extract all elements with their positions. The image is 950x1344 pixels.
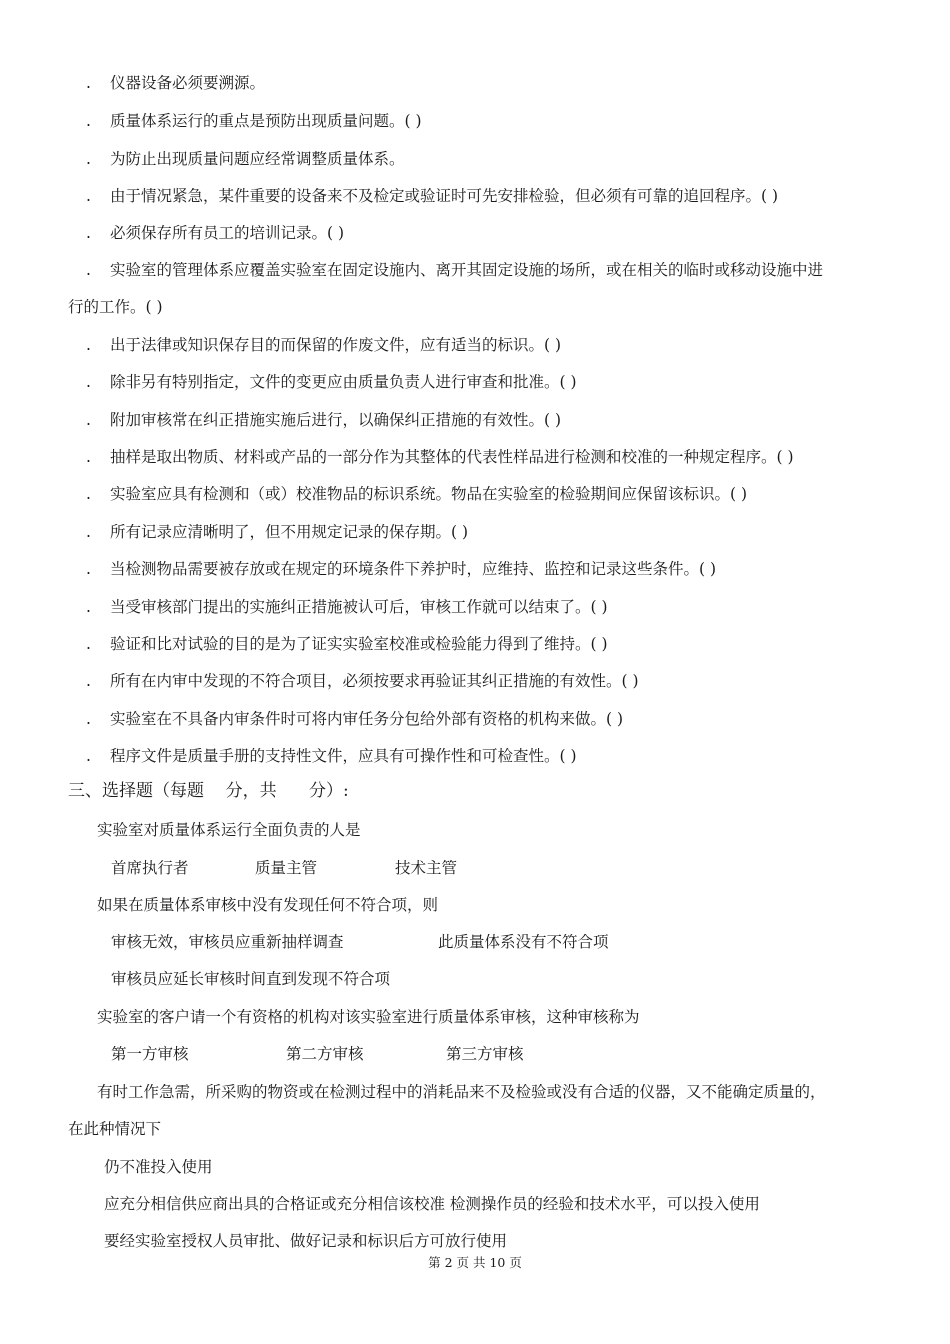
statement-text: 程序文件是质量手册的支持性文件，应具有可操作性和可检查性。( ) bbox=[110, 747, 577, 765]
item-marker: . bbox=[86, 448, 91, 466]
statement-item bbox=[86, 671, 896, 691]
statement-text: 抽样是取出物质、材料或产品的一部分作为其整体的代表性样品进行检测和校准的一种规定程序。( ) bbox=[110, 448, 794, 466]
statement-item bbox=[86, 484, 896, 504]
statement-text: 当检测物品需要被存放或在规定的环境条件下养护时，应维持、监控和记录这些条件。( ) bbox=[110, 560, 717, 578]
statement-item bbox=[86, 223, 896, 243]
question-option: 要经实验室授权人员审批、做好记录和标识后方可放行使用 bbox=[104, 1232, 508, 1250]
item-marker: . bbox=[86, 598, 91, 616]
item-marker: . bbox=[86, 224, 91, 242]
statement-item bbox=[86, 260, 896, 280]
item-marker: . bbox=[86, 261, 91, 279]
statement-item bbox=[86, 709, 896, 729]
statement-continuation: 行的工作。( ) bbox=[68, 298, 163, 316]
question-stem: 实验室的客户请一个有资格的机构对该实验室进行质量体系审核，这种审核称为 bbox=[97, 1008, 640, 1026]
item-marker: . bbox=[86, 112, 91, 130]
statement-text: 质量体系运行的重点是预防出现质量问题。( ) bbox=[110, 112, 422, 130]
statement-text: 当受审核部门提出的实施纠正措施被认可后，审核工作就可以结束了。( ) bbox=[110, 598, 608, 616]
item-marker: . bbox=[86, 187, 91, 205]
statement-text: 由于情况紧急，某件重要的设备来不及检定或验证时可先安排检验，但必须有可靠的追回程序。( ) bbox=[110, 187, 779, 205]
question-option: 应充分相信供应商出具的合格证或充分相信该校准 检测操作员的经验和技术水平，可以投入使用 bbox=[104, 1195, 760, 1213]
item-marker: . bbox=[86, 710, 91, 728]
item-marker: . bbox=[86, 635, 91, 653]
item-marker: . bbox=[86, 523, 91, 541]
section-heading: 三、选择题（每题 分，共 分）: bbox=[68, 781, 349, 801]
statement-item bbox=[86, 186, 896, 206]
statement-text: 实验室应具有检测和（或）校准物品的标识系统。物品在实验室的检验期间应保留该标识。( ) bbox=[110, 485, 748, 503]
question-option: 审核员应延长审核时间直到发现不符合项 bbox=[111, 970, 391, 988]
statement-text: 实验室的管理体系应覆盖实验室在固定设施内、离开其固定设施的场所，或在相关的临时或移动设施中进 bbox=[110, 261, 824, 279]
item-marker: . bbox=[86, 672, 91, 690]
item-marker: . bbox=[86, 150, 91, 168]
statement-text: 所有在内审中发现的不符合项目，必须按要求再验证其纠正措施的有效性。( ) bbox=[110, 672, 639, 690]
item-marker: . bbox=[86, 373, 91, 391]
item-marker: . bbox=[86, 485, 91, 503]
question-option: 首席执行者 bbox=[111, 859, 189, 877]
statement-text: 所有记录应清晰明了，但不用规定记录的保存期。( ) bbox=[110, 523, 469, 541]
question-option: 质量主管 bbox=[255, 859, 318, 877]
question-stem-continuation: 在此种情况下 bbox=[68, 1120, 162, 1138]
statement-text: 必须保存所有员工的培训记录。( ) bbox=[110, 224, 345, 242]
statement-item bbox=[86, 111, 896, 131]
question-stem: 实验室对质量体系运行全面负责的人是 bbox=[97, 821, 361, 839]
statement-item bbox=[86, 447, 896, 467]
item-marker: . bbox=[86, 336, 91, 354]
statement-item bbox=[86, 335, 896, 355]
question-option: 第三方审核 bbox=[446, 1045, 524, 1063]
statement-text: 除非另有特别指定，文件的变更应由质量负责人进行审查和批准。( ) bbox=[110, 373, 577, 391]
statement-text: 验证和比对试验的目的是为了证实实验室校准或检验能力得到了维持。( ) bbox=[110, 635, 608, 653]
statement-item bbox=[86, 73, 896, 93]
statement-item bbox=[86, 746, 896, 766]
statement-text: 为防止出现质量问题应经常调整质量体系。 bbox=[110, 150, 405, 168]
statement-text: 仪器设备必须要溯源。 bbox=[110, 74, 266, 92]
question-option: 审核无效，审核员应重新抽样调查 bbox=[111, 933, 344, 951]
statement-item bbox=[86, 559, 896, 579]
question-stem: 如果在质量体系审核中没有发现任何不符合项，则 bbox=[97, 896, 439, 914]
question-option: 第一方审核 bbox=[111, 1045, 189, 1063]
item-marker: . bbox=[86, 74, 91, 92]
item-marker: . bbox=[86, 560, 91, 578]
question-option: 此质量体系没有不符合项 bbox=[438, 933, 609, 951]
statement-item bbox=[86, 410, 896, 430]
statement-item bbox=[86, 372, 896, 392]
item-marker: . bbox=[86, 747, 91, 765]
question-stem: 有时工作急需，所采购的物资或在检测过程中的消耗品来不及检验或没有合适的仪器，又不能确定质量的， bbox=[97, 1083, 826, 1101]
statement-item bbox=[86, 597, 896, 617]
statement-item bbox=[86, 149, 896, 169]
item-marker: . bbox=[86, 411, 91, 429]
statement-text: 出于法律或知识保存目的而保留的作废文件，应有适当的标识。( ) bbox=[110, 336, 562, 354]
question-option: 技术主管 bbox=[395, 859, 458, 877]
question-option: 仍不准投入使用 bbox=[104, 1158, 213, 1176]
statement-item bbox=[86, 522, 896, 542]
page-number: 第 2 页 共 10 页 bbox=[428, 1255, 522, 1270]
statement-text: 附加审核常在纠正措施实施后进行，以确保纠正措施的有效性。( ) bbox=[110, 411, 562, 429]
statement-text: 实验室在不具备内审条件时可将内审任务分包给外部有资格的机构来做。( ) bbox=[110, 710, 624, 728]
statement-item bbox=[86, 634, 896, 654]
question-option: 第二方审核 bbox=[286, 1045, 364, 1063]
